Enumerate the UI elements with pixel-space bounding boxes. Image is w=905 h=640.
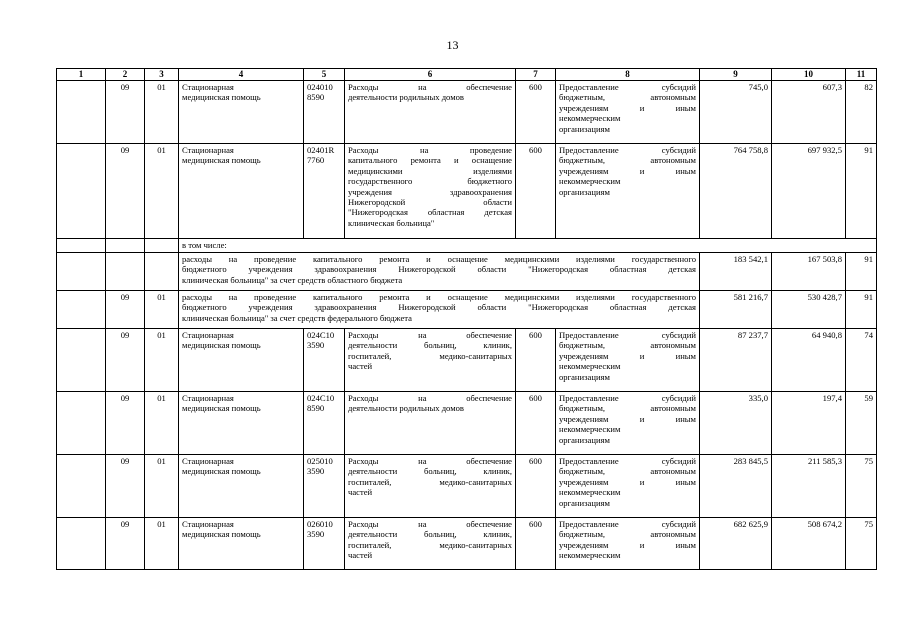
header-cell: 6 xyxy=(345,69,516,81)
subsection-code: 01 xyxy=(145,144,179,239)
section-code: 09 xyxy=(106,81,145,144)
expense-type-code: 600 xyxy=(516,518,556,570)
amount-approved: 682 625,9 xyxy=(700,518,772,570)
table-row xyxy=(57,392,877,455)
amount-approved: 581 216,7 xyxy=(700,291,772,329)
empty-cell xyxy=(57,239,106,253)
header-cell: 2 xyxy=(106,69,145,81)
header-cell: 3 xyxy=(145,69,179,81)
empty-cell xyxy=(57,518,106,570)
table-header xyxy=(57,69,877,81)
amount-executed: 697 932,5 xyxy=(772,144,846,239)
subsection-name: Стационарная медицинская помощь xyxy=(179,81,304,144)
subsection-name: Стационарная медицинская помощь xyxy=(179,455,304,518)
expense-type-name: Предоставление субсидий бюджетным, автономным учреждениям и иным некоммерческим организациям xyxy=(556,144,700,239)
target-article-code: 024010 8590 xyxy=(304,81,345,144)
header-cell: 1 xyxy=(57,69,106,81)
subsection-name: Стационарная медицинская помощь xyxy=(179,329,304,392)
amount-approved: 335,0 xyxy=(700,392,772,455)
empty-cell xyxy=(57,81,106,144)
header-cell: 8 xyxy=(556,69,700,81)
header-cell: 11 xyxy=(846,69,877,81)
table-row xyxy=(57,144,877,239)
empty-cell xyxy=(57,329,106,392)
section-code: 09 xyxy=(106,518,145,570)
section-code: 09 xyxy=(106,291,145,329)
section-code: 09 xyxy=(106,455,145,518)
budget-table xyxy=(56,68,877,570)
subsection-code: 01 xyxy=(145,81,179,144)
expense-type-code: 600 xyxy=(516,392,556,455)
empty-cell xyxy=(57,291,106,329)
execution-percent: 74 xyxy=(846,329,877,392)
table-row xyxy=(57,329,877,392)
expense-type-name: Предоставление субсидий бюджетным, автономным учреждениям и иным некоммерческим организациям xyxy=(556,455,700,518)
expense-description: Расходы на обеспечение деятельности родильных домов xyxy=(345,81,516,144)
execution-percent: 91 xyxy=(846,253,877,291)
amount-executed: 197,4 xyxy=(772,392,846,455)
expense-description: Расходы на проведение капитального ремонта и оснащение медицинскими изделиями государственного бюджетного учреждения здравоохранения Нижегородской области "Нижегородская областная детская клиническая больница" xyxy=(345,144,516,239)
expense-type-name: Предоставление субсидий бюджетным, автономным учреждениям и иным некоммерческим организациям xyxy=(556,81,700,144)
execution-percent: 75 xyxy=(846,455,877,518)
target-article-code: 025010 3590 xyxy=(304,455,345,518)
target-article-code: 024C10 3590 xyxy=(304,329,345,392)
target-article-code: 026010 3590 xyxy=(304,518,345,570)
header-cell: 9 xyxy=(700,69,772,81)
table-row xyxy=(57,81,877,144)
execution-percent: 59 xyxy=(846,392,877,455)
expense-type-code: 600 xyxy=(516,455,556,518)
empty-cell xyxy=(57,253,106,291)
section-code: 09 xyxy=(106,392,145,455)
table-row xyxy=(57,455,877,518)
amount-approved: 764 758,8 xyxy=(700,144,772,239)
expense-type-name: Предоставление субсидий бюджетным, автономным учреждениям и иным некоммерческим xyxy=(556,518,700,570)
empty-cell xyxy=(57,144,106,239)
expense-type-code: 600 xyxy=(516,81,556,144)
empty-cell xyxy=(106,239,145,253)
header-cell: 10 xyxy=(772,69,846,81)
section-code: 09 xyxy=(106,144,145,239)
expense-description: расходы на проведение капитального ремонта и оснащение медицинскими изделиями государственного бюджетного учреждения здравоохранения Нижегородской области "Нижегородская областная детская клиническая больница" за счет средств федерального бюджета xyxy=(179,291,700,329)
table-row xyxy=(57,518,877,570)
empty-cell xyxy=(57,455,106,518)
expense-type-code: 600 xyxy=(516,329,556,392)
execution-percent: 82 xyxy=(846,81,877,144)
subsection-code xyxy=(145,253,179,291)
section-code xyxy=(106,253,145,291)
amount-executed: 508 674,2 xyxy=(772,518,846,570)
empty-cell xyxy=(145,239,179,253)
expense-type-code: 600 xyxy=(516,144,556,239)
amount-executed: 530 428,7 xyxy=(772,291,846,329)
subsection-name: Стационарная медицинская помощь xyxy=(179,144,304,239)
empty-cell xyxy=(57,392,106,455)
header-cell: 4 xyxy=(179,69,304,81)
expense-description: Расходы на обеспечение деятельности родильных домов xyxy=(345,392,516,455)
table-row xyxy=(57,253,877,291)
target-article-code: 024C10 8590 xyxy=(304,392,345,455)
execution-percent: 91 xyxy=(846,144,877,239)
table-row xyxy=(57,291,877,329)
amount-executed: 211 585,3 xyxy=(772,455,846,518)
header-cell: 7 xyxy=(516,69,556,81)
subtotal-label: в том числе: xyxy=(179,239,877,253)
amount-approved: 745,0 xyxy=(700,81,772,144)
expense-type-name: Предоставление субсидий бюджетным, автономным учреждениям и иным некоммерческим организациям xyxy=(556,329,700,392)
table-body xyxy=(57,81,877,570)
target-article-code: 02401R 7760 xyxy=(304,144,345,239)
expense-type-name: Предоставление субсидий бюджетным, автономным учреждениям и иным некоммерческим организациям xyxy=(556,392,700,455)
table-row xyxy=(57,239,877,253)
subsection-code: 01 xyxy=(145,392,179,455)
amount-approved: 283 845,5 xyxy=(700,455,772,518)
amount-approved: 183 542,1 xyxy=(700,253,772,291)
amount-executed: 64 940,8 xyxy=(772,329,846,392)
amount-approved: 87 237,7 xyxy=(700,329,772,392)
expense-description: Расходы на обеспечение деятельности больниц, клиник, госпиталей, медико-санитарных частей xyxy=(345,329,516,392)
execution-percent: 75 xyxy=(846,518,877,570)
amount-executed: 607,3 xyxy=(772,81,846,144)
subsection-code: 01 xyxy=(145,518,179,570)
amount-executed: 167 503,8 xyxy=(772,253,846,291)
header-cell: 5 xyxy=(304,69,345,81)
subsection-code: 01 xyxy=(145,291,179,329)
subsection-code: 01 xyxy=(145,455,179,518)
page-number: 13 xyxy=(446,38,459,52)
subsection-name: Стационарная медицинская помощь xyxy=(179,392,304,455)
execution-percent: 91 xyxy=(846,291,877,329)
section-code: 09 xyxy=(106,329,145,392)
subsection-code: 01 xyxy=(145,329,179,392)
expense-description: Расходы на обеспечение деятельности больниц, клиник, госпиталей, медико-санитарных частей xyxy=(345,455,516,518)
subsection-name: Стационарная медицинская помощь xyxy=(179,518,304,570)
expense-description: расходы на проведение капитального ремонта и оснащение медицинскими изделиями государственного бюджетного учреждения здравоохранения Нижегородской области "Нижегородская областная детская клиническая больница" за счет средств областного бюджета xyxy=(179,253,700,291)
expense-description: Расходы на обеспечение деятельности больниц, клиник, госпиталей, медико-санитарных частей xyxy=(345,518,516,570)
